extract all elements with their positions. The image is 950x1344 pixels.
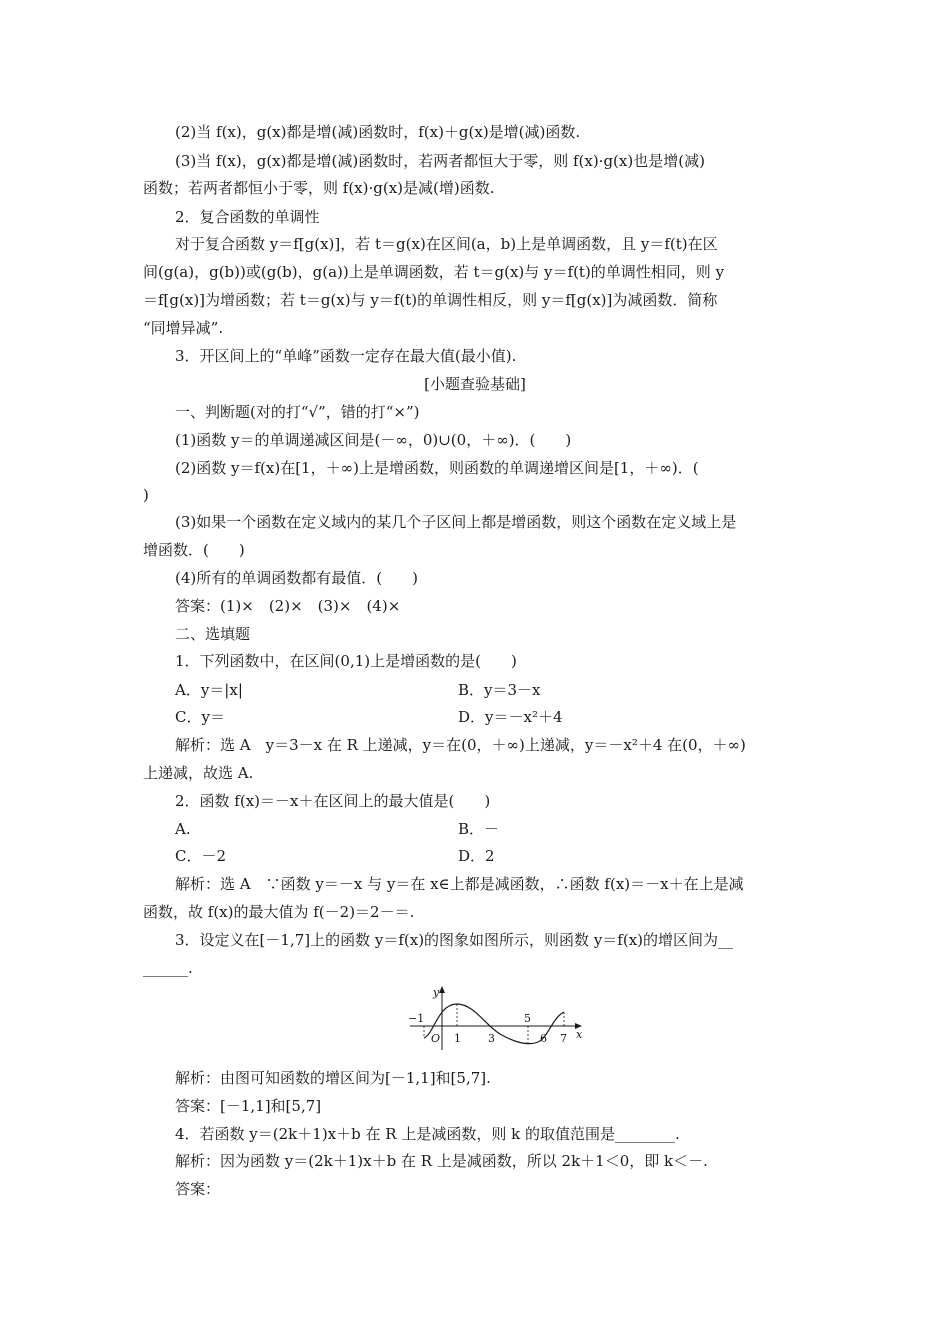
option-d: D．y＝－x²＋4	[458, 708, 563, 726]
question-line: 2．函数 f(x)＝－x＋在区间上的最大值是( )	[175, 792, 491, 810]
text-line: 间(g(a)，g(b))或(g(b)，g(a))上是单调函数，若 t＝g(x)与 y＝f(t)的单调性相同，则 y	[143, 263, 725, 281]
question-line: 3．设定义在[－1,7]上的函数 y＝f(x)的图象如图所示，则函数 y＝f(x)的增区间为__	[175, 931, 734, 949]
section-title: [小题查验基础]	[424, 375, 526, 393]
origin-label: O	[431, 1032, 441, 1045]
function-graph-svg	[400, 982, 590, 1052]
y-axis-arrow	[439, 986, 445, 993]
question-line: (4)所有的单调函数都有最值．( )	[175, 569, 418, 587]
solution-line: 解析：选 A y＝3－x 在 R 上递减，y＝在(0，＋∞)上递减，y＝－x²＋4 在(0，＋∞)	[175, 736, 746, 754]
text-line: 对于复合函数 y＝f[g(x)]，若 t＝g(x)在区间(a，b)上是单调函数，且 y＝f(t)在区	[175, 235, 718, 253]
solution-line: 解析：由图可知函数的增区间为[－1,1]和[5,7].	[175, 1069, 491, 1087]
answer-line: 答案：(1)× (2)× (3)× (4)×	[175, 597, 401, 615]
question-line: 增函数．( )	[143, 541, 245, 559]
function-graph	[400, 982, 590, 1052]
x-axis-label: x	[576, 1028, 583, 1041]
option-b: B．y＝3－x	[458, 681, 541, 699]
option-b: B．－	[458, 820, 500, 838]
option-a: A．y＝|x|	[175, 681, 243, 699]
section-heading: 2．复合函数的单调性	[175, 208, 320, 226]
option-c: C．－2	[175, 847, 227, 865]
solution-line: 上递减，故选 A.	[143, 764, 254, 782]
option-d: D．2	[458, 847, 495, 865]
text-line: 函数；若两者都恒小于零，则 f(x)·g(x)是减(增)函数.	[143, 179, 495, 197]
answer-line: 答案：	[175, 1180, 221, 1198]
answer-line: 答案：[－1,1]和[5,7]	[175, 1097, 322, 1115]
tick-label-6: 6	[540, 1032, 547, 1045]
section-heading: 二、选填题	[175, 625, 251, 643]
question-line: 1．下列函数中，在区间(0,1)上是增函数的是( )	[175, 652, 517, 670]
tick-label-7: 7	[560, 1032, 567, 1045]
question-line: (2)函数 y＝f(x)在[1，＋∞)上是增函数，则函数的单调递增区间是[1，＋∞)．(	[175, 459, 699, 477]
question-line: )	[143, 486, 149, 504]
tick-label-1: 1	[454, 1032, 461, 1045]
tick-label-neg1: −1	[408, 1012, 425, 1025]
question-line: 4．若函数 y＝(2k＋1)x＋b 在 R 上是减函数，则 k 的取值范围是________.	[175, 1125, 680, 1143]
question-line: (3)如果一个函数在定义域内的某几个子区间上都是增函数，则这个函数在定义域上是	[175, 513, 737, 531]
solution-line: 解析：选 A ∵函数 y＝－x 与 y＝在 x∈上都是减函数，∴函数 f(x)＝－x＋在上是减	[175, 875, 744, 893]
option-c: C．y＝	[175, 708, 225, 726]
text-line: (3)当 f(x)，g(x)都是增(减)函数时，若两者都恒大于零，则 f(x)·g(x)也是增(减)	[175, 152, 705, 170]
text-line: (2)当 f(x)，g(x)都是增(减)函数时，f(x)＋g(x)是增(减)函数.	[175, 123, 581, 141]
y-axis-label: y	[433, 986, 440, 999]
tick-label-3: 3	[488, 1032, 495, 1045]
tick-label-5: 5	[524, 1012, 531, 1025]
option-a: A.	[175, 820, 191, 838]
question-line: ______.	[143, 959, 193, 977]
text-line: ＝f[g(x)]为增函数；若 t＝g(x)与 y＝f(t)的单调性相反，则 y＝f[g(x)]为减函数．简称	[143, 291, 718, 309]
text-line: 3．开区间上的“单峰”函数一定存在最大值(最小值).	[175, 347, 517, 365]
text-line: “同增异减”.	[143, 319, 224, 337]
question-line: (1)函数 y＝的单调递减区间是(－∞，0)∪(0，＋∞)．( )	[175, 431, 572, 449]
section-heading: 一、判断题(对的打“√”，错的打“×”)	[175, 403, 420, 421]
solution-line: 解析：因为函数 y＝(2k＋1)x＋b 在 R 上是减函数，所以 2k＋1＜0，即 k＜－.	[175, 1152, 708, 1170]
solution-line: 函数，故 f(x)的最大值为 f(－2)＝2－＝.	[143, 903, 415, 921]
